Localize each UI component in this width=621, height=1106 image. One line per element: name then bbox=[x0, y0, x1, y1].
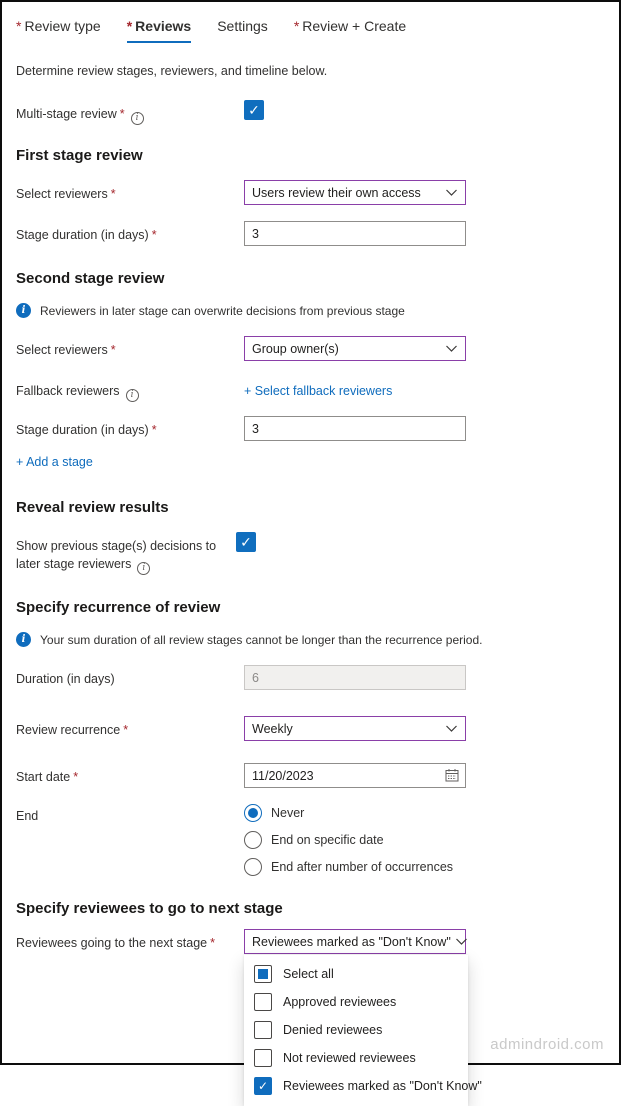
dropdown-value: Reviewees marked as "Don't Know" bbox=[252, 934, 451, 949]
duration-row bbox=[16, 665, 605, 690]
end-label: End bbox=[16, 809, 39, 824]
reveal-decisions-label: Show previous stage(s) decisions to later stage reviewers i bbox=[16, 539, 217, 574]
reviewees-heading: Specify reviewees to go to next stage bbox=[16, 900, 283, 918]
reviewees-dropdown-flyout bbox=[244, 955, 482, 1106]
multi-stage-label: Multi-stage review * i bbox=[16, 100, 244, 125]
dropdown-value: Weekly bbox=[252, 721, 293, 736]
tab-review-create[interactable] bbox=[294, 18, 406, 41]
second-stage-heading: Second stage review bbox=[16, 270, 165, 287]
calendar-icon[interactable] bbox=[445, 768, 459, 782]
second-stage-duration-row bbox=[16, 416, 605, 441]
tab-label: Reviews bbox=[135, 18, 192, 34]
info-banner-text: Reviewers in later stage can overwrite decisions from previous stage bbox=[40, 304, 405, 318]
recurrence-heading: Specify recurrence of review bbox=[16, 599, 221, 617]
second-stage-info-banner bbox=[16, 303, 605, 318]
radio-icon bbox=[244, 858, 262, 876]
required-asterisk: * bbox=[293, 18, 300, 34]
checkbox-unchecked-icon bbox=[254, 1049, 272, 1067]
option-not-reviewed-reviewees[interactable] bbox=[244, 1044, 468, 1072]
start-date-input[interactable] bbox=[244, 763, 466, 788]
checkbox-indeterminate-icon bbox=[254, 965, 272, 983]
second-select-reviewers-row bbox=[16, 336, 605, 361]
end-option-never[interactable] bbox=[244, 804, 504, 822]
reveal-decisions-checkbox[interactable]: ✓ bbox=[236, 532, 256, 552]
tab-label: Review type bbox=[24, 18, 101, 34]
second-select-reviewers-dropdown[interactable] bbox=[244, 336, 466, 361]
add-stage-link[interactable]: + Add a stage bbox=[16, 455, 93, 469]
required-asterisk: * bbox=[110, 343, 116, 357]
required-asterisk: * bbox=[151, 228, 157, 242]
tab-label: Settings bbox=[217, 18, 268, 34]
chevron-down-icon bbox=[445, 722, 458, 735]
tab-settings[interactable] bbox=[217, 18, 268, 41]
watermark: admindroid.com bbox=[490, 1036, 604, 1053]
tab-label: Review + Create bbox=[302, 18, 407, 34]
required-asterisk: * bbox=[151, 423, 157, 437]
checkbox-checked-icon: ✓ bbox=[254, 1077, 272, 1095]
review-recurrence-row bbox=[16, 716, 605, 741]
checkbox-unchecked-icon bbox=[254, 1021, 272, 1039]
required-asterisk: * bbox=[73, 770, 79, 785]
radio-icon bbox=[244, 831, 262, 849]
start-date-row bbox=[16, 763, 605, 788]
required-asterisk: * bbox=[110, 187, 116, 201]
required-asterisk: * bbox=[119, 107, 125, 121]
end-option-occurrences[interactable] bbox=[244, 858, 504, 876]
option-dont-know-reviewees[interactable] bbox=[244, 1072, 482, 1100]
end-radio-group bbox=[244, 802, 504, 876]
first-stage-heading: First stage review bbox=[16, 147, 143, 164]
checkbox-unchecked-icon bbox=[254, 993, 272, 1011]
tab-review-type[interactable] bbox=[16, 18, 101, 41]
intro-text: Determine review stages, reviewers, and timeline below. bbox=[16, 64, 328, 78]
info-icon[interactable]: i bbox=[126, 389, 139, 402]
reveal-decisions-row bbox=[16, 532, 605, 575]
option-approved-reviewees[interactable] bbox=[244, 988, 468, 1016]
wizard-tab-bar bbox=[16, 18, 605, 43]
recurrence-info-banner bbox=[16, 632, 605, 647]
stage-duration-label: Stage duration (in days) * bbox=[16, 423, 157, 437]
review-recurrence-label: Review recurrence * bbox=[16, 723, 129, 738]
info-icon[interactable]: i bbox=[131, 112, 144, 125]
option-label: Denied reviewees bbox=[283, 1023, 383, 1038]
stage-duration-label: Stage duration (in days) * bbox=[16, 228, 157, 242]
duration-input bbox=[244, 665, 466, 690]
info-banner-text: Your sum duration of all review stages cannot be longer than the recurrence period. bbox=[40, 633, 483, 648]
chevron-down-icon bbox=[445, 342, 458, 355]
chevron-down-icon bbox=[455, 935, 468, 948]
dropdown-value: Users review their own access bbox=[252, 185, 421, 200]
duration-label: Duration (in days) bbox=[16, 672, 115, 687]
option-label: Approved reviewees bbox=[283, 995, 397, 1010]
option-label: Reviewees marked as "Don't Know" bbox=[283, 1079, 482, 1094]
tab-reviews[interactable] bbox=[127, 18, 192, 43]
reviewees-label: Reviewees going to the next stage * bbox=[16, 936, 215, 951]
fallback-reviewers-label: Fallback reviewers i bbox=[16, 377, 244, 402]
review-recurrence-dropdown[interactable] bbox=[244, 716, 466, 741]
first-select-reviewers-dropdown[interactable] bbox=[244, 180, 466, 205]
fallback-reviewers-row bbox=[16, 377, 605, 402]
required-asterisk: * bbox=[123, 723, 129, 738]
info-filled-icon: i bbox=[16, 303, 31, 318]
option-select-all[interactable] bbox=[244, 960, 468, 988]
option-label: Select all bbox=[283, 967, 334, 982]
second-stage-duration-input[interactable] bbox=[244, 416, 466, 441]
first-stage-duration-input[interactable] bbox=[244, 221, 466, 246]
end-row bbox=[16, 802, 605, 876]
radio-label: Never bbox=[271, 806, 305, 821]
select-fallback-reviewers-link[interactable]: + Select fallback reviewers bbox=[244, 384, 393, 398]
required-asterisk: * bbox=[210, 936, 215, 951]
reveal-results-heading: Reveal review results bbox=[16, 499, 169, 516]
first-select-reviewers-row bbox=[16, 180, 605, 205]
chevron-down-icon bbox=[445, 186, 458, 199]
radio-label: End on specific date bbox=[271, 833, 384, 848]
start-date-label: Start date * bbox=[16, 770, 79, 785]
dropdown-value: Group owner(s) bbox=[252, 341, 339, 356]
end-option-specific-date[interactable] bbox=[244, 831, 504, 849]
reviewees-dropdown[interactable] bbox=[244, 929, 466, 954]
select-reviewers-label: Select reviewers * bbox=[16, 343, 116, 357]
first-stage-duration-row bbox=[16, 221, 605, 246]
option-label: Not reviewed reviewees bbox=[283, 1051, 416, 1066]
option-denied-reviewees[interactable] bbox=[244, 1016, 468, 1044]
info-filled-icon: i bbox=[16, 632, 31, 647]
info-icon[interactable]: i bbox=[137, 562, 150, 575]
radio-selected-icon bbox=[244, 804, 262, 822]
select-reviewers-label: Select reviewers * bbox=[16, 187, 116, 201]
required-asterisk: * bbox=[126, 18, 133, 34]
required-asterisk: * bbox=[16, 18, 22, 34]
multi-stage-row bbox=[16, 100, 605, 125]
radio-label: End after number of occurrences bbox=[271, 860, 454, 875]
multi-stage-checkbox[interactable]: ✓ bbox=[244, 100, 264, 120]
